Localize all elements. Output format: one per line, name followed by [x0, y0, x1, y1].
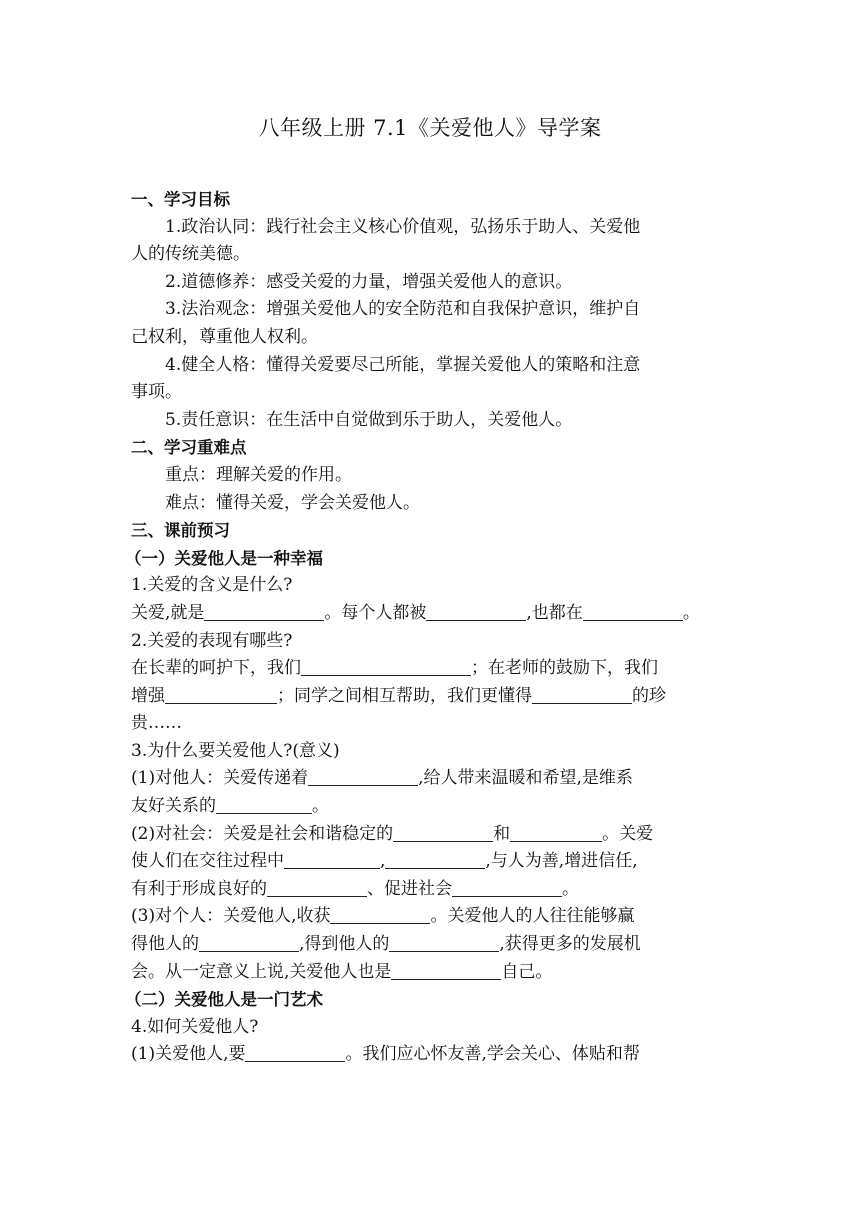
text-segment: 、促进社会 — [367, 878, 452, 899]
fill-blank[interactable] — [245, 1044, 345, 1062]
text-segment: ,得到他人的 — [299, 934, 390, 955]
question-1: 1.关爱的含义是什么? — [131, 575, 293, 596]
answer-4-line-1 — [131, 1041, 731, 1069]
text-segment: 。我们应心怀友善,学会关心、体贴和帮 — [345, 1044, 640, 1065]
question-4: 4.如何关爱他人? — [131, 1016, 259, 1037]
text-segment: ,获得更多的发展机 — [499, 934, 641, 955]
question-3: 3.为什么要关爱他人?(意义) — [131, 740, 340, 761]
goal-1-line-2: 人的传统美德。 — [131, 244, 250, 265]
text-segment: (1)关爱他人,要 — [131, 1044, 246, 1065]
fill-blank[interactable] — [165, 686, 277, 704]
fill-blank[interactable] — [199, 934, 299, 952]
text-segment: 。 — [682, 602, 700, 623]
answer-3-line-7 — [131, 931, 731, 959]
fill-blank[interactable] — [583, 603, 683, 621]
fill-blank[interactable] — [385, 851, 485, 869]
fill-blank[interactable] — [301, 658, 471, 676]
fill-blank[interactable] — [330, 906, 430, 924]
text-segment: (1)对他人：关爱传递着 — [131, 768, 309, 789]
subsection-heading-1: （一）关爱他人是一种幸福 — [125, 548, 323, 568]
answer-2-line-3: 贵…… — [131, 713, 182, 734]
text-segment: ,与人为善,增进信任, — [485, 851, 638, 872]
section-heading-goals: 一、学习目标 — [131, 190, 230, 209]
answer-3-line-3 — [131, 821, 731, 849]
text-segment: 。 — [562, 878, 579, 899]
text-segment: 。 — [312, 796, 329, 817]
fill-blank[interactable] — [452, 879, 562, 897]
text-segment: ,也都在 — [526, 602, 583, 623]
text-segment: 增强 — [131, 685, 165, 706]
section-heading-key-points: 二、学习重难点 — [131, 438, 247, 458]
answer-3-line-8 — [131, 959, 731, 987]
goal-2: 2.道德修养：感受关爱的力量，增强关爱他人的意识。 — [165, 271, 573, 292]
answer-3-line-5 — [131, 876, 731, 904]
question-2: 2.关爱的表现有哪些? — [131, 630, 293, 651]
text-segment: (3)对个人：关爱他人,收获 — [131, 906, 331, 927]
text-segment: 使人们在交往过程中 — [131, 851, 284, 872]
goal-1-line-1: 1.政治认同：践行社会主义核心价值观，弘扬乐于助人、关爱他 — [165, 216, 641, 237]
text-segment: 关爱,就是 — [131, 602, 205, 623]
answer-1-line — [131, 600, 731, 628]
text-segment: , — [380, 851, 386, 872]
text-segment: ,给人带来温暖和希望,是维系 — [418, 768, 633, 789]
text-segment: 。关爱他人的人往往能够赢 — [430, 906, 635, 927]
answer-2-line-2 — [131, 683, 731, 711]
text-segment: 得他人的 — [131, 934, 199, 955]
text-segment: 自己。 — [501, 961, 553, 982]
page-title: 八年级上册 7.1《关爱他人》导学案 — [258, 116, 602, 140]
fill-blank[interactable] — [426, 603, 526, 621]
text-segment: 和 — [493, 823, 511, 844]
text-segment: (2)对社会：关爱是社会和谐稳定的 — [131, 823, 394, 844]
goal-4-line-1: 4.健全人格：懂得关爱要尽己所能，掌握关爱他人的策略和注意 — [165, 354, 641, 375]
text-segment: 。每个人都被 — [324, 602, 427, 623]
subsection-heading-2: （二）关爱他人是一门艺术 — [125, 990, 323, 1010]
key-point: 重点：理解关爱的作用。 — [165, 464, 352, 485]
fill-blank[interactable] — [389, 934, 499, 952]
fill-blank[interactable] — [204, 603, 324, 621]
goal-3-line-1: 3.法治观念：增强关爱他人的安全防范和自我保护意识，维护自 — [165, 299, 641, 320]
text-segment: 在长辈的呵护下，我们 — [131, 658, 301, 679]
document-body — [125, 186, 731, 1069]
fill-blank[interactable] — [391, 962, 501, 980]
text-segment: 会。从一定意义上说,关爱他人也是 — [131, 961, 392, 982]
answer-3-line-4 — [131, 848, 731, 876]
goal-4-line-2: 事项。 — [131, 382, 182, 403]
answer-3-line-1 — [131, 765, 731, 793]
fill-blank[interactable] — [308, 768, 418, 786]
answer-3-line-2 — [131, 793, 731, 821]
text-segment: 友好关系的 — [131, 796, 216, 817]
answer-3-line-6 — [131, 903, 731, 931]
fill-blank[interactable] — [393, 824, 493, 842]
answer-2-line-1 — [131, 655, 731, 683]
fill-blank[interactable] — [267, 879, 367, 897]
goal-5: 5.责任意识：在生活中自觉做到乐于助人，关爱他人。 — [165, 409, 573, 430]
fill-blank[interactable] — [284, 851, 380, 869]
fill-blank[interactable] — [510, 824, 602, 842]
text-segment: ；在老师的鼓励下，我们 — [471, 658, 658, 679]
difficult-point: 难点：懂得关爱，学会关爱他人。 — [165, 492, 420, 513]
section-heading-preview: 三、课前预习 — [131, 521, 230, 541]
text-segment: 的珍 — [632, 685, 666, 706]
goal-3-line-2: 己权利，尊重他人权利。 — [131, 326, 318, 347]
fill-blank[interactable] — [532, 686, 632, 704]
text-segment: 有利于形成良好的 — [131, 878, 267, 899]
fill-blank[interactable] — [216, 796, 312, 814]
text-segment: 。关爱 — [602, 823, 654, 844]
text-segment: ；同学之间相互帮助，我们更懂得 — [277, 685, 532, 706]
